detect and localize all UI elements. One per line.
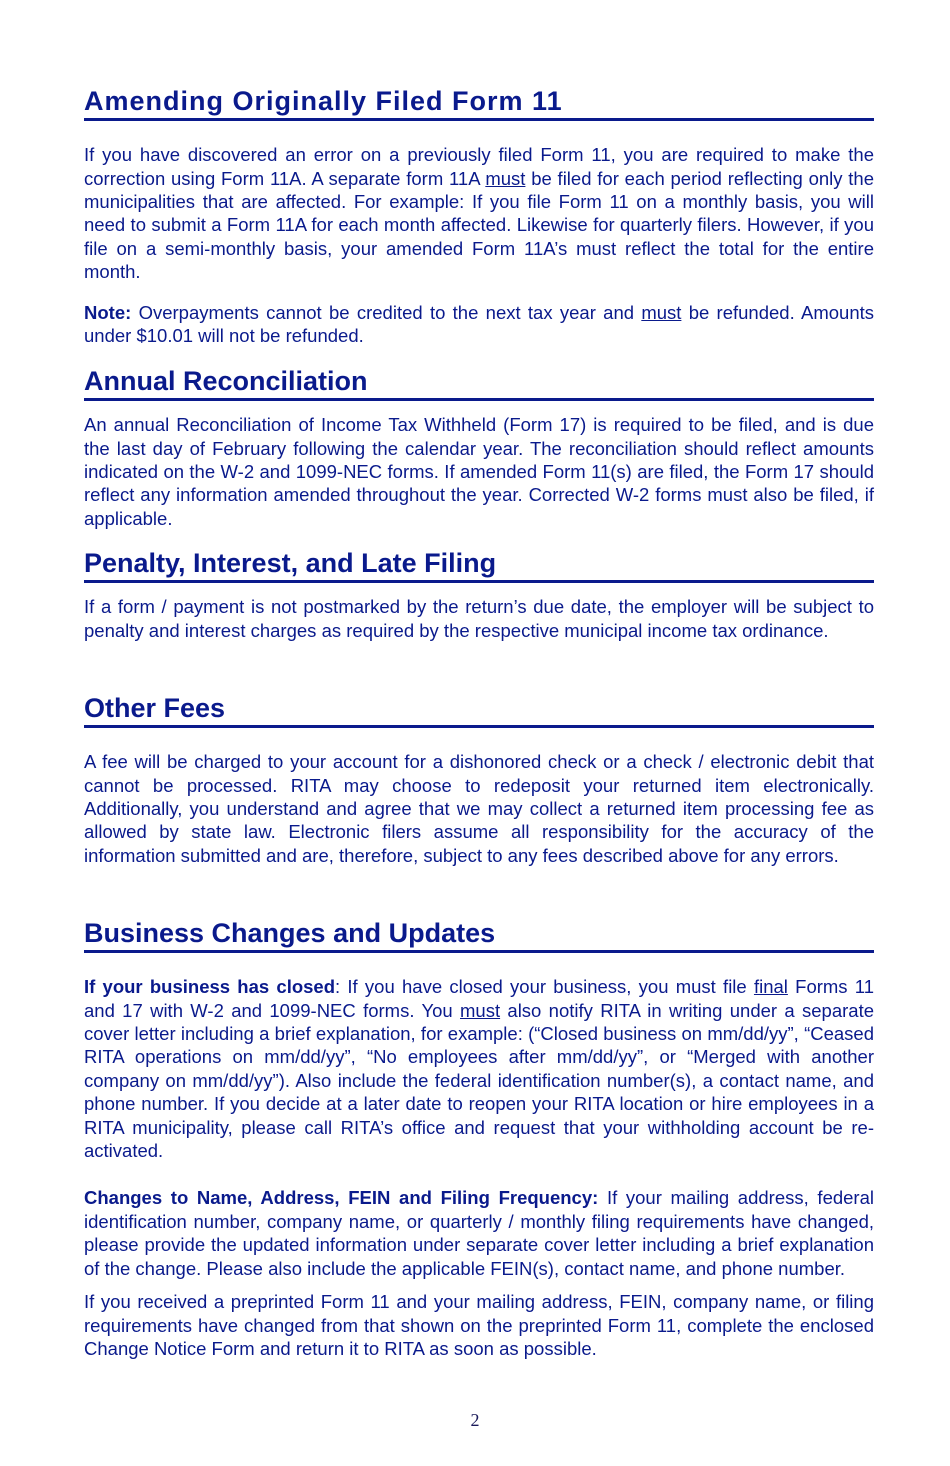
amending-text-b: be filed for each period reflecting only the municipalities that are affected. For example: If you file Form 11 on a monthly basis, you will need to submit a Form 11A for each month affected. Likewise for quarterly filers. However, if you file on a semi-monthly basis, your amended Form 11A’s must reflect the total for the entire month. — [84, 167, 874, 283]
section-heading-penalty: Penalty, Interest, and Late Filing — [84, 548, 874, 583]
business-closed-text-c: also notify RITA in writing under a separate cover letter including a brief explanation, for example: (“Closed business on mm/dd/yy”, “Ceased RITA operations on mm/dd/yy”, “No employees after mm/dd/yy”, or “Merged with another company on mm/dd/yy”). Also include the federal identification number(s), a contact name, and phone number. If you decide at a later date to reopen your RITA location or hire employees in a RITA municipality, please call RITA’s office and request that your withholding account be re-activated. — [84, 999, 875, 1162]
business-closed-must: must — [460, 999, 501, 1021]
section-changes — [84, 918, 874, 1360]
page-number: 2 — [470, 1410, 480, 1430]
amending-must: must — [485, 167, 526, 189]
section-fees — [84, 693, 874, 867]
business-closed-text-a: : If you have closed your business, you must file — [335, 976, 754, 998]
name-changes-label: Changes to Name, Address, FEIN and Filing Frequency: — [84, 1187, 599, 1209]
business-closed-label: If your business has closed — [84, 976, 336, 998]
amending-text-a: If you have discovered an error on a previously filed Form 11, you are required to make the correction using Form 11A. A separate form 11A — [84, 144, 874, 189]
section-amending — [84, 86, 874, 347]
amending-note — [84, 301, 874, 348]
name-changes-paragraph — [84, 1186, 874, 1280]
note-text-a: Overpayments cannot be credited to the next tax year and — [131, 301, 642, 323]
note-must: must — [641, 301, 682, 323]
section-heading-annual: Annual Reconciliation — [84, 366, 874, 401]
section-heading-fees: Other Fees — [84, 693, 874, 728]
business-closed-text-b: Forms 11 and 17 with W-2 and 1099-NEC forms. You — [84, 976, 874, 1021]
preprinted-form-paragraph: If you received a preprinted Form 11 and your mailing address, FEIN, company name, or filing requirements have changed from that shown on the preprinted Form 11, complete the enclosed Change Notice Form and return it to RITA as soon as possible. — [84, 1291, 874, 1359]
note-text-b: be refunded. Amounts under $10.01 will not be refunded. — [84, 301, 875, 347]
section-penalty — [84, 548, 874, 642]
fees-paragraph: A fee will be charged to your account for a dishonored check or a check / electronic debit that cannot be processed. RITA may choose to redeposit your returned item electronically. Additionally, you understand and agree that we may collect a returned item processing fee as allowed by state law. Electronic filers assume all responsibility for the accuracy of the information submitted and are, therefore, subject to any fees described above for any errors. — [84, 751, 874, 866]
note-label: Note: — [84, 301, 132, 323]
name-changes-text: If your mailing address, federal identification number, company name, or quarterly / monthly filing requirements have changed, please provide the updated information under separate cover letter including a brief explanation of the change. Please also include the applicable FEIN(s), contact name, and phone number. — [84, 1187, 874, 1279]
business-closed-final: final — [753, 976, 788, 998]
section-annual — [84, 366, 874, 530]
section-heading-changes: Business Changes and Updates — [84, 918, 874, 953]
section-heading-amending: Amending Originally Filed Form 11 — [84, 86, 874, 121]
penalty-paragraph: If a form / payment is not postmarked by the return’s due date, the employer will be subject to penalty and interest charges as required by the respective municipal income tax ordinance. — [84, 596, 874, 641]
business-closed-paragraph — [84, 975, 874, 1162]
annual-paragraph: An annual Reconciliation of Income Tax Withheld (Form 17) is required to be filed, and is due the last day of February following the calendar year. The reconciliation should reflect amounts indicated on the W-2 and 1099-NEC forms. If amended Form 11(s) are filed, the Form 17 should reflect any information amended throughout the year. Corrected W-2 forms must also be filed, if applicable. — [84, 414, 874, 529]
amending-paragraph — [84, 143, 874, 283]
